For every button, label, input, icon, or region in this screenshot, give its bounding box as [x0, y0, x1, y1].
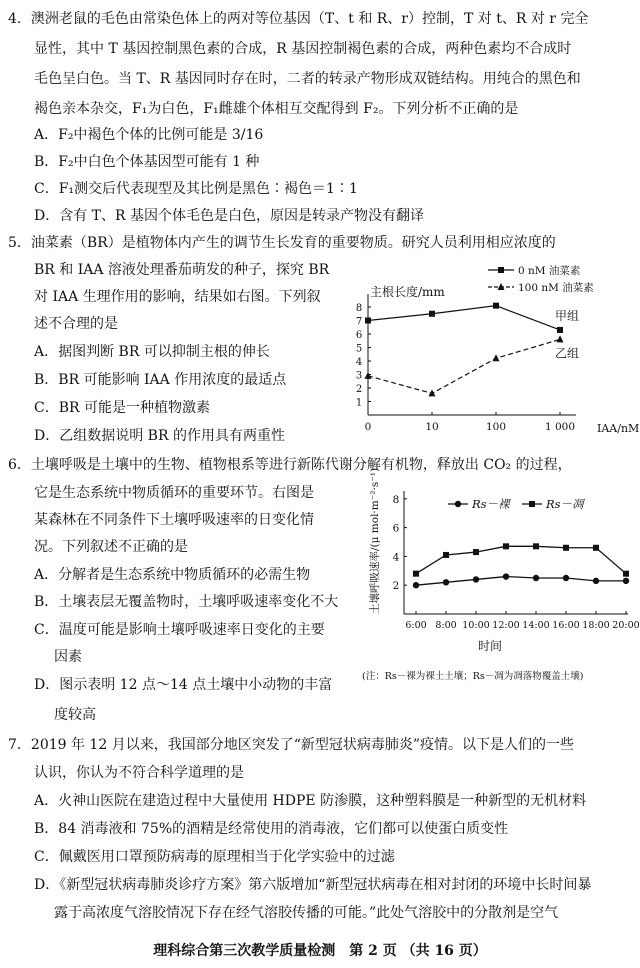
question-4-stem-line: 毛色呈白色。当 T、R 基因同时存在时，二者的转录产物形成双链结构。用纯合的黑色和 [34, 71, 581, 87]
chart-soil-respiration [356, 467, 640, 686]
chart1-data-point [557, 335, 564, 342]
chart2-data-point [473, 549, 479, 555]
chart2-legend-marker [455, 501, 461, 507]
chart2-x-tick-label: 14:00 [522, 620, 550, 631]
question-7-option-a: A．火神山医院在建造过程中大量使用 HDPE 防渗膜，这种塑料膜是一种新型的无机材料 [34, 793, 587, 809]
chart1-x-axis-label: IAA/nM [597, 422, 640, 435]
chart2-x-tick-label: 10:00 [462, 620, 490, 631]
question-4-stem-line: 显性，其中 T 基因控制黑色素的合成，R 基因控制褐色素的合成，两种色素均不合成时 [34, 41, 572, 57]
chart2-data-point [503, 543, 509, 549]
chart2-data-point [533, 575, 539, 581]
chart1-legend-label: 0 nM 油菜素 [518, 265, 581, 277]
question-7-stem-line: 认识，你认为不符合科学道理的是 [34, 765, 244, 781]
chart2-data-point [593, 545, 599, 551]
chart1-x-tick-label: 0 [364, 421, 372, 433]
chart2-data-point [443, 552, 449, 558]
question-6-stem-line: 它是生态系统中物质循环的重要环节。右图是 [34, 485, 314, 501]
chart2-data-point [413, 571, 419, 577]
question-7-option-c: C．佩戴医用口罩预防病毒的原理相当于化学实验中的过滤 [34, 849, 395, 865]
chart1-y-tick-label: 5 [355, 343, 363, 355]
chart1-data-point [429, 389, 436, 396]
question-4-option-a: A．F₂中褐色个体的比例可能是 3/16 [34, 127, 264, 143]
chart1-x-tick-label: 100 [485, 421, 507, 433]
question-7-option-d: D．《新型冠状病毒肺炎诊疗方案》第六版增加“新型冠状病毒在相对封闭的环境中长时间暴 [34, 877, 592, 893]
chart2-data-point [443, 579, 449, 585]
chart2-note: (注：Rs－裸为裸土土壤；Rs－凋为凋落物覆盖土壤) [362, 671, 584, 682]
chart2-x-tick-label: 18:00 [582, 620, 610, 631]
chart1-series-line [368, 339, 560, 393]
chart1-legend-marker [498, 267, 504, 273]
chart2-y-tick-label: 6 [392, 522, 400, 535]
chart2-y-tick-label: 2 [392, 580, 400, 593]
chart2-legend-label: Rs－凋 [546, 497, 584, 511]
chart2-legend-label: Rs－裸 [472, 497, 510, 511]
question-5-stem-line: 述不合理的是 [34, 316, 118, 332]
page-footer: 理科综合第三次教学质量检测 第 2 页 （共 16 页） [153, 943, 487, 959]
question-5-option-a: A．据图判断 BR 可以抑制主根的伸长 [34, 344, 270, 360]
chart2-data-point [563, 575, 569, 581]
question-7-option-b: B．84 消毒液和 75%的酒精是经常使用的消毒液，它们都可以使蛋白质变性 [34, 821, 509, 837]
chart1-data-point [365, 372, 372, 379]
question-6-option-c: C．温度可能是影响土壤呼吸速率日变化的主要 [34, 622, 325, 638]
question-5-option-c: C．BR 可能是一种植物激素 [34, 400, 210, 416]
question-7-option-d-cont: 露于高浓度气溶胶情况下存在经气溶胶传播的可能。”此处气溶胶中的分散剂是空气 [54, 905, 559, 921]
chart1-y-tick-label: 6 [355, 330, 363, 341]
question-6-stem-line: 况。下列叙述不正确的是 [34, 539, 188, 555]
chart1-x-tick-label: 10 [425, 421, 439, 433]
chart2-data-point [623, 578, 629, 584]
chart2-x-tick-label: 8:00 [435, 620, 457, 631]
question-6-option-a: A．分解者是生态系统中物质循环的必需生物 [34, 567, 311, 583]
chart2-x-axis-label: 时间 [478, 639, 503, 653]
question-4-option-d: D．含有 T、R 基因个体毛色是白色，原因是转录产物没有翻译 [34, 208, 425, 224]
chart2-data-point [563, 545, 569, 551]
question-5-stem-line: 对 IAA 生理作用的影响，结果如右图。下列叙 [34, 289, 321, 305]
chart2-data-point [413, 582, 419, 588]
chart2-x-tick-label: 12:00 [492, 620, 520, 631]
chart1-x-tick-label: 1 000 [544, 421, 576, 433]
chart1-y-axis-label: 主根长度/mm [370, 285, 445, 299]
chart2-x-tick-label: 6:00 [405, 620, 427, 631]
chart2-axes [404, 491, 628, 614]
chart1-y-tick-label: 3 [355, 370, 363, 382]
question-4-stem-line: 褐色亲本杂交，F₁为白色，F₁雌雄个体相互交配得到 F₂。下列分析不正确的是 [34, 101, 519, 117]
chart2-data-point [593, 578, 599, 584]
question-5-stem-line: 5．油菜素（BR）是植物体内产生的调节生长发育的重要物质。研究人员利用相应浓度的 [8, 235, 556, 251]
chart1-data-point [557, 327, 563, 333]
chart2-legend-marker [529, 501, 535, 507]
question-4-option-b: B．F₂中白色个体基因型可能有 1 种 [34, 154, 260, 170]
chart2-data-point [503, 573, 509, 579]
question-6-option-b: B．土壤表层无覆盖物时，土壤呼吸速率变化不大 [34, 594, 339, 610]
chart1-y-tick-label: 4 [355, 357, 363, 368]
question-6-option-d-cont: 度较高 [54, 707, 96, 723]
question-4-stem-line: 4．澳洲老鼠的毛色由常染色体上的两对等位基因（T、t 和 R、r）控制，T 对 t、R 对 r 完全 [8, 11, 589, 27]
question-6-stem-line: 6．土壤呼吸是土壤中的生物、植物根系等进行新陈代谢分解有机物，释放出 CO₂ 的过程， [8, 457, 572, 473]
question-6-option-c-cont: 因素 [54, 649, 82, 665]
chart1-data-point [493, 354, 500, 361]
chart2-x-tick-label: 20:00 [612, 620, 640, 631]
chart2-data-point [623, 571, 629, 577]
chart1-legend-label: 100 nM 油菜素 [518, 282, 594, 294]
chart1-series-label: 乙组 [555, 346, 580, 361]
chart1-data-point [429, 311, 435, 317]
chart1-series-line [368, 306, 560, 330]
chart1-y-tick-label: 7 [355, 316, 363, 328]
chart1-y-tick-label: 1 [355, 397, 363, 409]
chart1-data-point [493, 303, 499, 309]
chart1-axes [368, 294, 576, 415]
chart1-data-point [365, 318, 371, 324]
chart-root-length [348, 262, 638, 440]
question-5-option-b: B．BR 可能影响 IAA 作用浓度的最适点 [34, 372, 287, 388]
question-6-option-d: D．图示表明 12 点～14 点土壤中小动物的丰富 [34, 677, 333, 693]
chart2-y-axis-label: 土壤呼吸速率/(μ mol·m⁻²·s⁻¹) [369, 467, 381, 614]
question-5-option-d: D．乙组数据说明 BR 的作用具有两重性 [34, 428, 285, 444]
question-6-stem-line: 某森林在不同条件下土壤呼吸速率的日变化情 [34, 512, 314, 528]
question-7-stem-line: 7．2019 年 12 月以来，我国部分地区突发了“新型冠状病毒肺炎”疫情。以下是人们的一些 [8, 737, 575, 753]
chart1-y-tick-label: 8 [355, 303, 363, 314]
question-4-option-c: C．F₁测交后代表现型及其比例是黑色∶褐色＝1∶1 [34, 181, 358, 197]
question-5-stem-line: BR 和 IAA 溶液处理番茄萌发的种子，探究 BR [34, 262, 330, 278]
chart2-x-tick-label: 16:00 [552, 620, 580, 631]
chart1-y-tick-label: 2 [355, 384, 363, 395]
chart2-y-tick-label: 8 [392, 493, 400, 506]
chart1-series-label: 甲组 [555, 308, 580, 323]
chart2-data-point [533, 543, 539, 549]
chart2-data-point [473, 576, 479, 582]
chart2-y-tick-label: 4 [392, 551, 400, 564]
